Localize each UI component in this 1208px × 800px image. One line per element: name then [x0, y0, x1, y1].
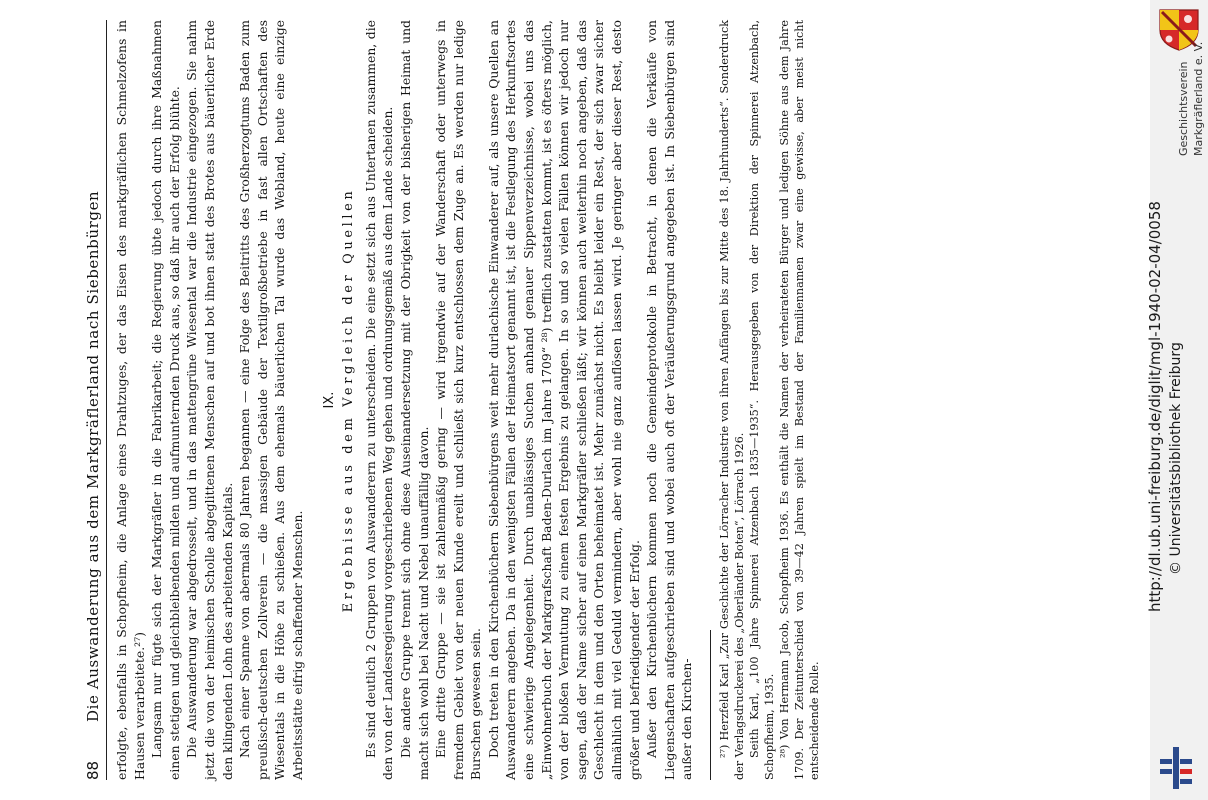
paragraph: Es sind deutlich 2 Gruppen von Auswanderern zu unterscheiden. Die eine setzt sich aus Untertanen zusammen, die den von der Landesregierung vorgeschriebenen Weg gehen und ordnungsgemäß aus dem Lande scheiden. [362, 20, 396, 780]
running-head [83, 20, 107, 780]
paragraph: Die Auswanderung war abgedrosselt, und in das mattengrüne Wiesental war die Industrie eingezogen. Sie nahm jetzt die von der heimischen Scholle abgeglittenen Menschen auf und bot ihnen statt des Brotes aus bäuerlicher Erde den klingenden Lohn des arbeitenden Kapitals. [184, 20, 235, 780]
footnote: ²⁸) Von Hermann Jacob, Schopfheim 1936. Es enthält die Namen der verheirateten Bürger und ledigen Söhne aus dem Jahre 1709. Der Zeitunterschied von 39—42 Jahren spielt im Bestand der Familiennamen zwar eine gewisse, aber meist nicht entscheidende Rolle. [778, 20, 821, 780]
body-text [113, 20, 696, 780]
chapter-title: Ergebnisse aus dem Vergleich der Quellen [341, 187, 357, 613]
society-name-line2: Markgräflerland e. V. [1192, 41, 1205, 156]
footnote: Seith Karl, „100 Jahre Spinnerei Atzenbach 1835—1935“. Herausgegeben von der Direktion der Spinnerei Atzenbach, Schopfheim, 1935. [748, 20, 776, 780]
paragraph: Eine dritte Gruppe — sie ist zahlenmäßig gering — wird irgendwie auf der Wanderschaft oder unterwegs in fremdem Gebiet von der neuen Kunde ereilt und schließt sich kurz entschlossen dem Zuge an. Es werden nur ledige Burschen gewesen sein. [433, 20, 484, 780]
society-name: Geschichtsverein [1177, 61, 1190, 156]
university-library-logo-icon [1158, 745, 1194, 791]
paragraph: Die andere Gruppe trennt sich ohne diese Auseinandersetzung mit der Obrigkeit von der bisherigen Heimat und macht sich wohl bei Nacht und Nebel unauffällig davon. [397, 20, 431, 780]
paragraph: Doch treten in den Kirchenbüchern Siebenbürgens weit mehr durlachische Einwanderer auf, als unsere Quellen an Auswanderern angeben. Da in den wenigsten Fällen der Heimatsort genannt ist, ist die Festlegung des Herkunftsortes eine schwierige Angelegenheit. Durch unablässiges Suchen anhand genauer Sippenverzeichnisse, wobei uns das „Einwohnerbuch der Markgrafschaft Baden-Durlach im Jahre 1709“ ²⁸) trefflich zustatten kommt, ist es öfters möglich, von der bloßen Vermutung zu einem festen Ergebnis zu gelangen. In so und so vielen Fällen können wir jedoch nur sagen, daß der Name sicher auf einen Markgräfler schließen läßt; wir können auch weiterhin noch angeben, daß das Geschlecht in dem und den Orten beheimatet ist. Mehr zunächst nicht. Es bleibt leider ein Rest, der sich zwar sicher allmählich mit viel Geduld vermindern, aber wohl nie ganz auflösen lassen wird. Je geringer aber dieser Rest, desto größer und befriedigender der Erfolg. [485, 20, 642, 780]
paragraph: Außer den Kirchenbüchern kommen noch die Gemeindeprotokolle in Betracht, in denen die Verkäufe von Liegenschaften aufgeschrieben sind und wobei auch oft der Veräußerungsgrund angegeben ist. In Siebenbürgen sind außer den Kirchen- [644, 20, 695, 780]
scanned-page [75, 0, 1035, 800]
footnote: ²⁷) Herzfeld Karl „Zur Geschichte der Lörracher Industrie von ihren Anfängen bis zur Mitte des 18. Jahrhunderts“. Sonderdruck der Verlagsdruckerei des „Oberländer Boten“, Lörrach 1926. [718, 20, 746, 780]
copyright-notice: © Universitätsbibliothek Freiburg [1168, 342, 1184, 575]
chapter-number: IX. [321, 391, 337, 409]
paragraph: erfolgte, ebenfalls in Schopfheim, die Anlage eines Drahtzuges, der das Eisen des markgräflichen Schmelzofens in Hausen verarbeitete.²⁷) [114, 20, 147, 780]
footnote-divider [710, 630, 711, 780]
permalink[interactable]: http://dl.ub.uni-freiburg.de/diglit/mgl-1940-02-04/0058 [1146, 201, 1164, 612]
running-head-title: Die Auswanderung aus dem Markgräflerland nach Siebenbürgen [84, 190, 102, 722]
paragraph: Langsam nur fügte sich der Markgräfler in die Fabrikarbeit; die Regierung übte jedoch durch ihre Maßnahmen einen stetigen und gleichbleibenden milden und aufmunternden Druck aus, so daß ihr auch der Erfolg blühte. [149, 20, 182, 780]
footnotes [717, 20, 822, 780]
page-number: 88 [84, 760, 102, 780]
paragraph: Nach einer Spanne von abermals 80 Jahren begannen — eine Folge des Beitritts des Großherzogtums Baden zum preußisch-deutschen Zollverein — die massigen Gebäude der Textilgroßbetriebe in fast allen Ortschaften des Wiesentals in die Höhe zu schießen. Aus dem ehemals bäuerlichen Tal wurde das Webland, heute eine einzige Arbeitsstätte eifrig schaffender Menschen. [237, 20, 305, 780]
